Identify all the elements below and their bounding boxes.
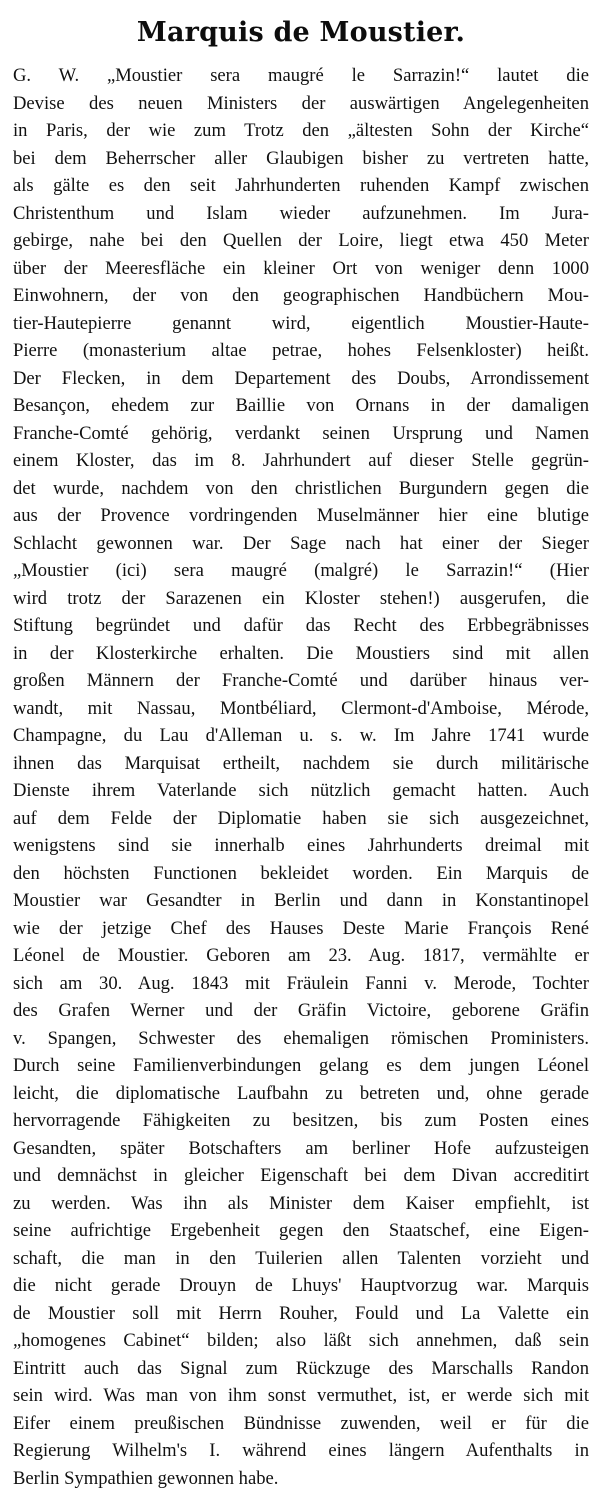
body-line: Champagne, du Lau d'Alleman u. s. w. Im Jahre 1741 wurde [13, 722, 589, 750]
body-line: sich am 30. Aug. 1843 mit Fräulein Fanni v. Merode, Tochter [13, 970, 589, 998]
body-line: seine aufrichtige Ergebenheit gegen den Staatschef, eine Eigen- [13, 1217, 589, 1245]
body-line: leicht, die diplomatische Laufbahn zu betreten und, ohne gerade [13, 1080, 589, 1108]
body-line: Eintritt auch das Signal zum Rückzuge des Marschalls Randon [13, 1355, 589, 1383]
body-line: Franche-Comté gehörig, verdankt seinen Ursprung und Namen [13, 420, 589, 448]
body-line: tier-Hautepierre genannt wird, eigentlich Moustier-Haute- [13, 310, 589, 338]
body-line: Der Flecken, in dem Departement des Doubs, Arrondissement [13, 365, 589, 393]
body-line: wie der jetzige Chef des Hauses Deste Marie François René [13, 915, 589, 943]
body-line: Durch seine Familienverbindungen gelang es dem jungen Léonel [13, 1052, 589, 1080]
body-line: Gesandten, später Botschafters am berliner Hofe aufzusteigen [13, 1135, 589, 1163]
body-line: den höchsten Functionen bekleidet worden. Ein Marquis de [13, 860, 589, 888]
body-line: de Moustier soll mit Herrn Rouher, Fould und La Valette ein [13, 1300, 589, 1328]
body-line: schaft, die man in den Tuilerien allen Talenten vorzieht und [13, 1245, 589, 1273]
body-line: als gälte es den seit Jahrhunderten ruhenden Kampf zwischen [13, 172, 589, 200]
body-line: Devise des neuen Ministers der auswärtigen Angelegenheiten [13, 90, 589, 118]
body-line: einem Kloster, das im 8. Jahrhundert auf dieser Stelle gegrün- [13, 447, 589, 475]
body-line: ihnen das Marquisat ertheilt, nachdem sie durch militärische [13, 750, 589, 778]
body-line: Léonel de Moustier. Geboren am 23. Aug. 1817, vermählte er [13, 942, 589, 970]
body-line: v. Spangen, Schwester des ehemaligen römischen Proministers. [13, 1025, 589, 1053]
body-line: zu werden. Was ihn als Minister dem Kaiser empfiehlt, ist [13, 1190, 589, 1218]
body-line: wird trotz der Sarazenen ein Kloster stehen!) ausgerufen, die [13, 585, 589, 613]
body-line: Berlin Sympathien gewonnen habe. [13, 1465, 589, 1492]
body-line: Stiftung begründet und dafür das Recht des Erbbegräbnisses [13, 612, 589, 640]
body-line: sein wird. Was man von ihm sonst vermuthet, ist, er werde sich mit [13, 1382, 589, 1410]
body-line: großen Männern der Franche-Comté und darüber hinaus ver- [13, 667, 589, 695]
body-line: G. W. „Moustier sera maugré le Sarrazin!“ lautet die [13, 62, 589, 90]
body-line: auf dem Felde der Diplomatie haben sie sich ausgezeichnet, [13, 805, 589, 833]
body-line: und demnächst in gleicher Eigenschaft bei dem Divan accreditirt [13, 1162, 589, 1190]
body-line: wenigstens sind sie innerhalb eines Jahrhunderts dreimal mit [13, 832, 589, 860]
body-line: des Grafen Werner und der Gräfin Victoire, geborene Gräfin [13, 997, 589, 1025]
body-line: hervorragende Fähigkeiten zu besitzen, bis zum Posten eines [13, 1107, 589, 1135]
body-line: Eifer einem preußischen Bündnisse zuwenden, weil er für die [13, 1410, 589, 1438]
body-line: wandt, mit Nassau, Montbéliard, Clermont-d'Amboise, Mérode, [13, 695, 589, 723]
body-line: „Moustier (ici) sera maugré (malgré) le Sarrazin!“ (Hier [13, 557, 589, 585]
body-line: Moustier war Gesandter in Berlin und dann in Konstantinopel [13, 887, 589, 915]
body-line: in Paris, der wie zum Trotz den „ältesten Sohn der Kirche“ [13, 117, 589, 145]
body-line: Christenthum und Islam wieder aufzunehmen. Im Jura- [13, 200, 589, 228]
article-body [13, 62, 589, 1492]
body-line: det wurde, nachdem von den christlichen Burgundern gegen die [13, 475, 589, 503]
body-line: „homogenes Cabinet“ bilden; also läßt sich annehmen, daß sein [13, 1327, 589, 1355]
article-title: Marquis de Moustier. [13, 14, 589, 52]
body-line: Besançon, ehedem zur Baillie von Ornans in der damaligen [13, 392, 589, 420]
body-line: gebirge, nahe bei den Quellen der Loire, liegt etwa 450 Meter [13, 227, 589, 255]
body-line: Einwohnern, der von den geographischen Handbüchern Mou- [13, 282, 589, 310]
body-line: Dienste ihrem Vaterlande sich nützlich gemacht hatten. Auch [13, 777, 589, 805]
body-line: Regierung Wilhelm's I. während eines längern Aufenthalts in [13, 1437, 589, 1465]
body-line: über der Meeresfläche ein kleiner Ort von weniger denn 1000 [13, 255, 589, 283]
body-line: Pierre (monasterium altae petrae, hohes Felsenkloster) heißt. [13, 337, 589, 365]
body-line: die nicht gerade Drouyn de Lhuys' Hauptvorzug war. Marquis [13, 1272, 589, 1300]
body-line: aus der Provence vordringenden Muselmänner hier eine blutige [13, 502, 589, 530]
body-line: in der Klosterkirche erhalten. Die Moustiers sind mit allen [13, 640, 589, 668]
body-line: Schlacht gewonnen war. Der Sage nach hat einer der Sieger [13, 530, 589, 558]
body-line: bei dem Beherrscher aller Glaubigen bisher zu vertreten hatte, [13, 145, 589, 173]
